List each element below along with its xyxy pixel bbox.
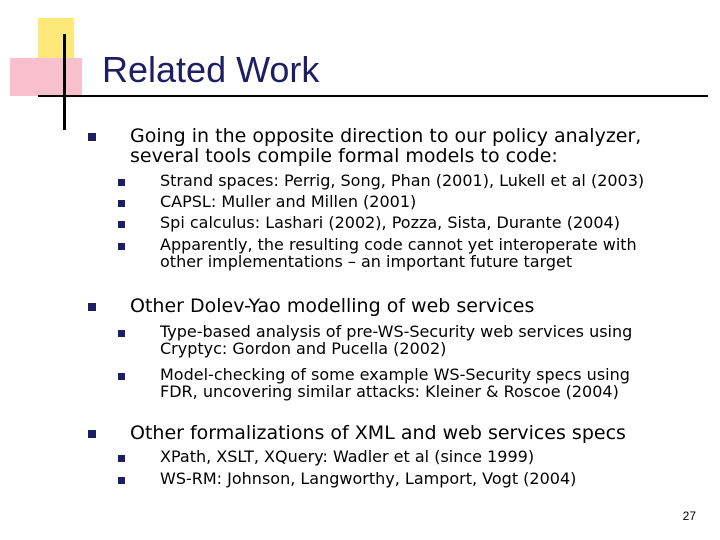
sub-bullet-square-icon — [118, 200, 125, 207]
bullet-text: Going in the opposite direction to our policy analyzer, — [130, 125, 642, 147]
title-underline — [38, 95, 708, 97]
bullet-text: Other Dolev-Yao modelling of web services — [130, 295, 535, 317]
sub-bullet-square-icon — [118, 373, 125, 380]
sub-bullet-square-icon — [118, 455, 125, 462]
sub-bullet-square-icon — [118, 477, 125, 484]
sub-bullet-text: XPath, XSLT, XQuery: Wadler et al (since 1999) — [160, 447, 535, 466]
sub-bullet-text: Model-checking of some example WS-Security specs using — [160, 365, 630, 384]
corner-decoration-vertical-line — [63, 34, 66, 130]
sub-bullet-square-icon — [118, 221, 125, 228]
sub-bullet-text: CAPSL: Muller and Millen (2001) — [160, 192, 417, 211]
slide-title: Related Work — [102, 49, 320, 90]
page-number: 27 — [682, 509, 696, 523]
sub-bullet-text: Spi calculus: Lashari (2002), Pozza, Sista, Durante (2004) — [160, 213, 620, 232]
sub-bullet-text: WS-RM: Johnson, Langworthy, Lamport, Vogt (2004) — [160, 469, 577, 488]
sub-bullet-square-icon — [118, 330, 125, 337]
sub-bullet-text: Strand spaces: Perrig, Song, Phan (2001), Lukell et al (2003) — [160, 171, 645, 190]
sub-bullet-text: other implementations – an important future target — [160, 252, 573, 271]
corner-decoration-pink — [10, 58, 82, 96]
bullet-square-icon — [88, 303, 96, 311]
bullet-square-icon — [88, 133, 96, 141]
sub-bullet-text: FDR, uncovering similar attacks: Kleiner & Roscoe (2004) — [160, 382, 619, 401]
sub-bullet-square-icon — [118, 179, 125, 186]
bullet-text: Other formalizations of XML and web services specs — [130, 422, 626, 444]
sub-bullet-text: Cryptyc: Gordon and Pucella (2002) — [160, 339, 447, 358]
sub-bullet-text: Apparently, the resulting code cannot yet interoperate with — [160, 235, 637, 254]
bullet-text: several tools compile formal models to code: — [130, 145, 558, 167]
bullet-square-icon — [88, 430, 96, 438]
sub-bullet-square-icon — [118, 243, 125, 250]
sub-bullet-text: Type-based analysis of pre-WS-Security web services using — [160, 322, 633, 341]
